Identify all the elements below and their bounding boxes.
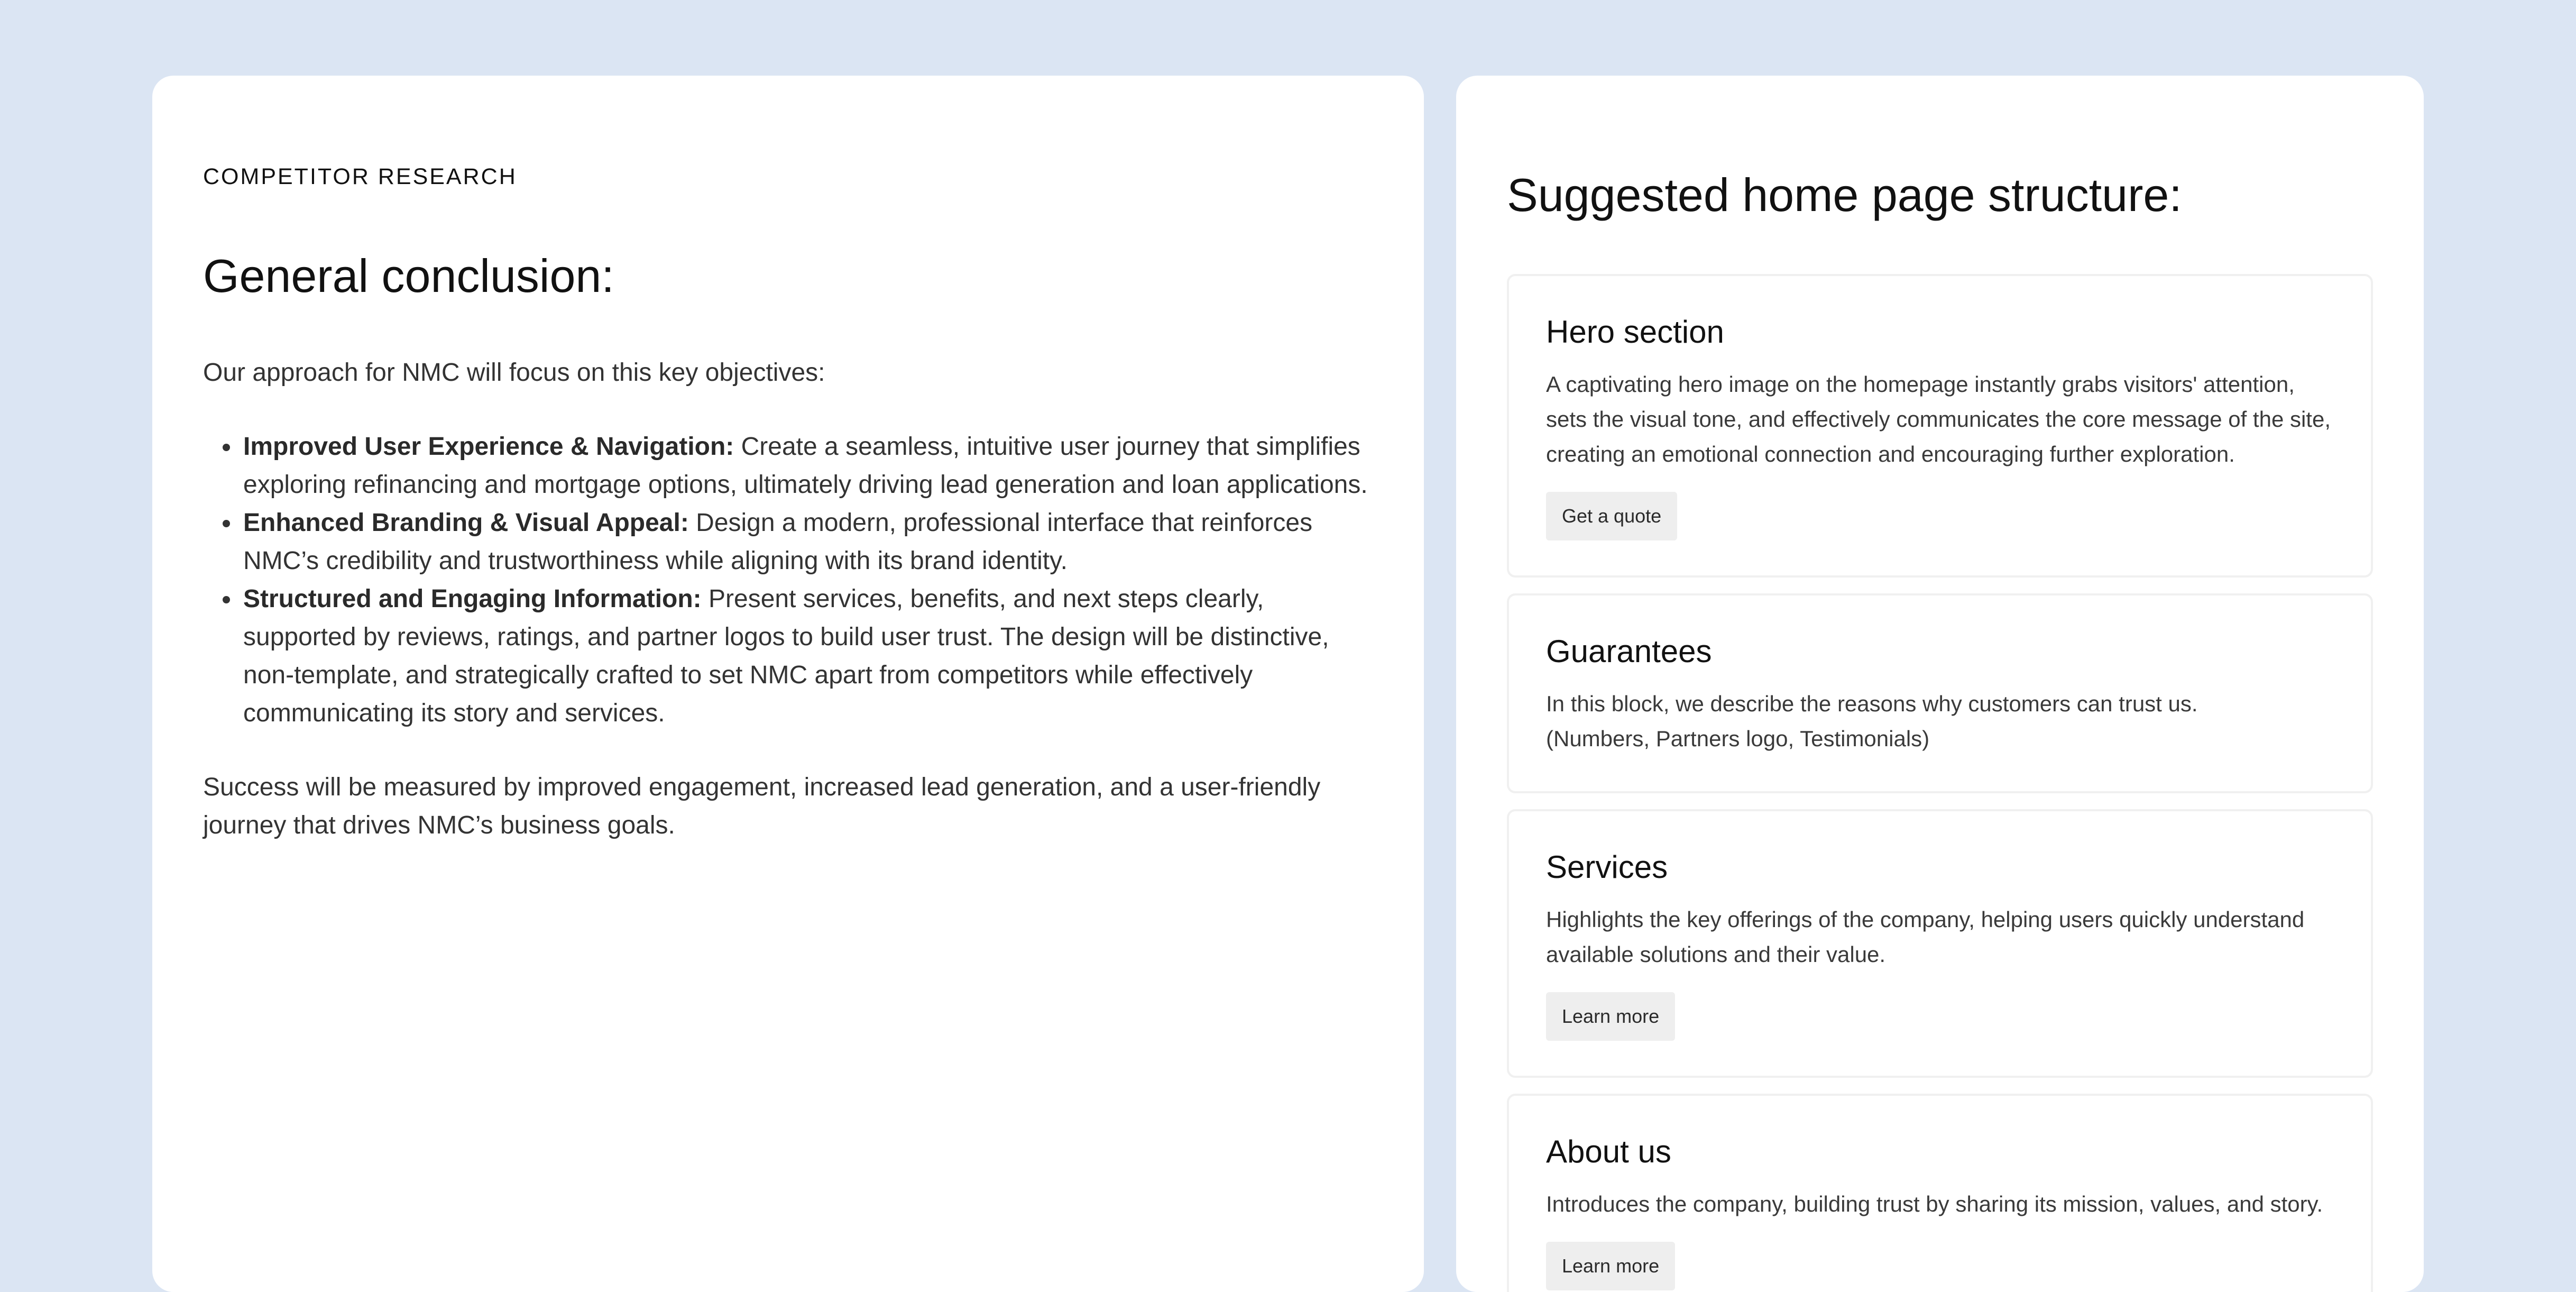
section-description: A captivating hero image on the homepage instantly grabs visitors' attention, sets the visual tone, and effectively communicates the core message of the site, creating an emotional connection and encouraging further exploration. <box>1546 371 2331 466</box>
section-card-hero <box>1507 274 2373 578</box>
section-title: Guarantees <box>1546 633 1712 669</box>
success-text: Success will be measured by improved engagement, increased lead generation, and a user-friendly journey that drives NMC’s business goals. <box>203 773 1321 839</box>
section-card-services <box>1507 809 2373 1078</box>
learn-more-button[interactable]: Learn more <box>1546 992 1675 1041</box>
home-page-structure-card <box>1456 76 2424 1292</box>
list-item <box>241 428 1373 504</box>
section-description: Highlights the key offerings of the company, helping users quickly understand available solutions and their value. <box>1546 906 2305 967</box>
section-title: Hero section <box>1546 314 1724 350</box>
objectives-list <box>203 428 1373 732</box>
section-eyebrow: COMPETITOR RESEARCH <box>203 164 517 189</box>
section-card-about-us <box>1507 1094 2373 1292</box>
list-item <box>241 504 1373 580</box>
list-item <box>241 580 1373 732</box>
learn-more-button[interactable]: Learn more <box>1546 1242 1675 1290</box>
intro-text: Our approach for NMC will focus on this key objectives: <box>203 358 825 387</box>
page-title: General conclusion: <box>203 250 614 302</box>
objective-heading: Enhanced Branding & Visual Appeal: <box>243 508 689 537</box>
section-card-guarantees <box>1507 593 2373 793</box>
section-title: About us <box>1546 1133 1671 1169</box>
section-list <box>1507 274 2373 1292</box>
section-description: Introduces the company, building trust by sharing its mission, values, and story. <box>1546 1191 2323 1216</box>
objective-text: Create a seamless, intuitive user journey that simplifies exploring refinancing and mortgage options, ultimately driving lead generation and loan applications. <box>243 432 1368 499</box>
objective-text: Present services, benefits, and next steps clearly, supported by reviews, ratings, and partner logos to build user trust. The design will be distinctive, non-template, and strategically crafted to set NMC apart from competitors while effectively communicating its story and services. <box>243 584 1329 727</box>
get-a-quote-button[interactable]: Get a quote <box>1546 492 1677 540</box>
structure-title: Suggested home page structure: <box>1507 169 2182 221</box>
section-description: In this block, we describe the reasons why customers can trust us. (Numbers, Partners logo, Testimonials) <box>1546 691 2198 751</box>
objective-text: Design a modern, professional interface that reinforces NMC’s credibility and trustworthiness while aligning with its brand identity. <box>243 508 1313 575</box>
objective-heading: Structured and Engaging Information: <box>243 584 702 613</box>
competitor-research-card <box>152 76 1424 1292</box>
objective-heading: Improved User Experience & Navigation: <box>243 432 734 461</box>
section-title: Services <box>1546 849 1668 885</box>
